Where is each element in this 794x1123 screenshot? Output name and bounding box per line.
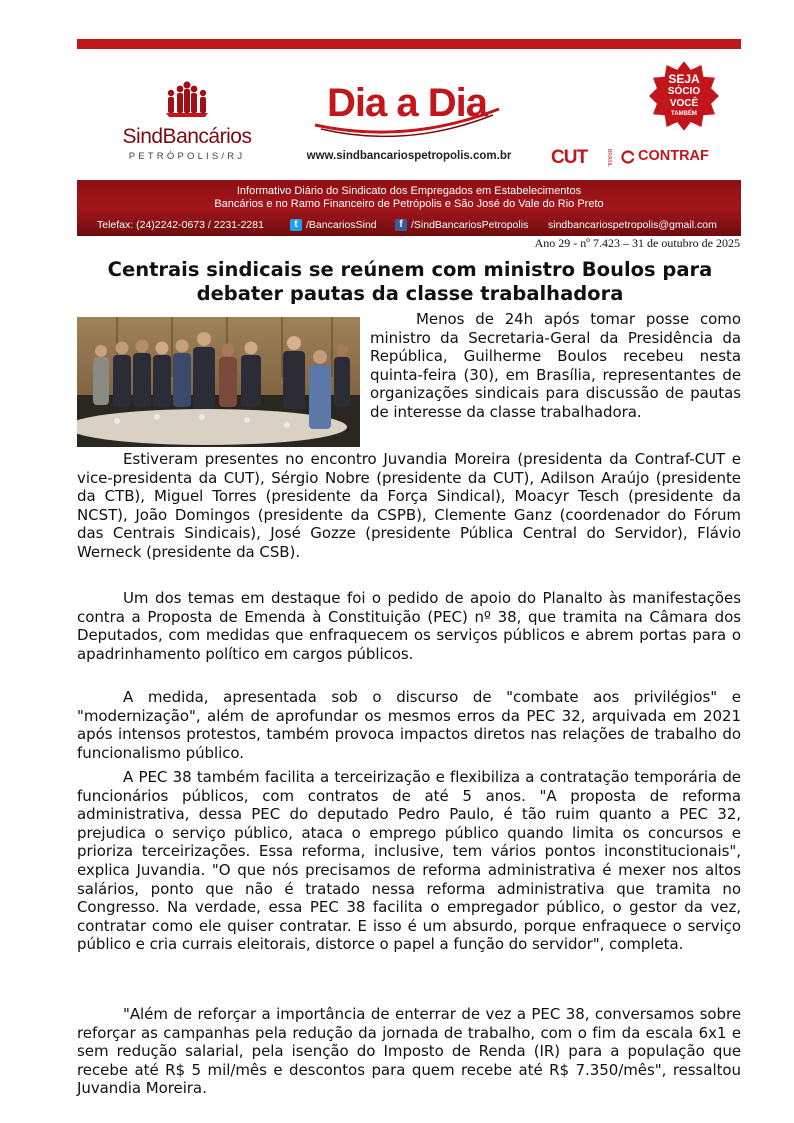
contraf-icon [621, 150, 635, 164]
seal-line-3: VOCÊ [669, 98, 699, 109]
seal-line-2: SÓCIO [667, 86, 701, 97]
masthead-banner [77, 39, 741, 236]
union-city: PETRÓPOLIS/RJ [128, 151, 246, 162]
facebook-handle[interactable]: /SindBancariosPetropolis [411, 219, 529, 231]
article-paragraph-5: A PEC 38 também facilita a terceirização e flexibiliza a contratação temporária de funcionários públicos, com contratos de até 5 anos. "A proposta de reforma administrativa, dessa PEC do deputado Pedro Paulo, é tão ruim quanto a PEC 32, prejudica o serviço público, ataca o emprego público quando limita os concursos e prioriza terceirizações. Essa reforma, inclusive, tem vários pontos inconstitucionais", explica Juvandia. "O que nós precisamos de reforma administrativa é mexer nos altos salários, ponto que não é tratado nessa reforma administrativa que tramita no Congresso. Na verdade, essa PEC 38 facilita o empregador público, o gestor da vez, contratar como ele quiser contratar. E isso é um absurdo, porque enfraquece o serviço público e cria currais eleitorais, distorce o papel a função do servidor", completa. [77, 768, 741, 954]
email-address[interactable]: sindbancariospetropolis@gmail.com [548, 219, 717, 231]
seal-line-4: TAMBÉM [671, 111, 697, 117]
twitter-handle[interactable]: /BancariosSind [306, 219, 377, 231]
facebook-icon[interactable]: f [395, 219, 407, 231]
phone-number: Telefax: (24)2242-0673 / 2231-2281 [97, 219, 264, 231]
headline-line-2: debater pautas da classe trabalhadora [196, 282, 624, 305]
article-paragraph-1: Menos de 24h após tomar posse como ministro da Secretaria-Geral da Presidência da República, Guilherme Boulos recebeu nesta quinta-feira (30), em Brasília, representantes de organizações sindicais para discussão de pautas de interesse da classe trabalhadora. [370, 310, 741, 421]
article-paragraph-2: Estiveram presentes no encontro Juvandia Moreira (presidenta da Contraf-CUT e vice-presidenta da CUT), Sérgio Nobre (presidente da CUT), Adilson Araújo (presidente da CTB), Miguel Torres (presidente da Força Sindical), Moacyr Tesch (presidente da NCST), João Domingos (presidente da CSPB), Clemente Ganz (coordenador do Fórum das Centrais Sindicais), José Gozze (presidente Pública Central do Servidor), Flávio Werneck (presidente da CSB). [77, 450, 741, 561]
sindbancarios-logo [117, 79, 257, 169]
cut-logo: CUT [551, 147, 588, 168]
newsletter-title: Dia a Dia [327, 81, 487, 125]
twitter-icon[interactable]: t [290, 219, 302, 231]
union-people-icon [163, 79, 211, 119]
article-paragraph-4: A medida, apresentada sob o discurso de "combate aos privilégios" e "modernização", além de aprofundar os mesmos erros da PEC 32, arquivada em 2021 após intensos protestos, também provoca impactos diretos nas relações de trabalho do funcionalismo público. [77, 688, 741, 762]
contraf-logo: CONTRAF [638, 148, 709, 164]
issue-info: Ano 29 - nº 7.423 – 31 de outubro de 2025 [534, 236, 740, 250]
info-line-2: Bancários e no Ramo Financeiro de Petrópolis e São José do Vale do Rio Preto [214, 198, 604, 210]
meeting-photo [77, 317, 360, 447]
website-link[interactable]: www.sindbancariospetropolis.com.br [306, 150, 512, 162]
article-paragraph-6: "Além de reforçar a importância de enterrar de vez a PEC 38, conversamos sobre reforçar as campanhas pela redução da jornada de trabalho, com o fim da escala 6x1 e sem redução salarial, pela isenção do Imposto de Renda (IR) para a população que recebe até R$ 5 mil/mês e descontos para quem recebe até R$ 7.350/mês", ressaltou Juvandia Moreira. [77, 1005, 741, 1098]
article-headline [60, 258, 760, 306]
cut-brasil-label: BRASIL [606, 149, 612, 167]
dia-a-dia-logo [307, 75, 507, 145]
seal-line-1: SEJA [668, 72, 700, 86]
headline-line-1: Centrais sindicais se reúnem com ministro Boulos para [107, 258, 713, 281]
union-name: SindBancários [122, 125, 252, 148]
info-line-1: Informativo Diário do Sindicato dos Empregados em Estabelecimentos [236, 185, 582, 197]
group-photo-icon [77, 317, 360, 447]
article-paragraph-3: Um dos temas em destaque foi o pedido de apoio do Planalto às manifestações contra a Proposta de Emenda à Constituição (PEC) nº 38, que tramita na Câmara dos Deputados, com medidas que enfraquecem os serviços públicos e abrem portas para o apadrinhamento político em cargos públicos. [77, 589, 741, 663]
membership-seal [647, 59, 721, 133]
